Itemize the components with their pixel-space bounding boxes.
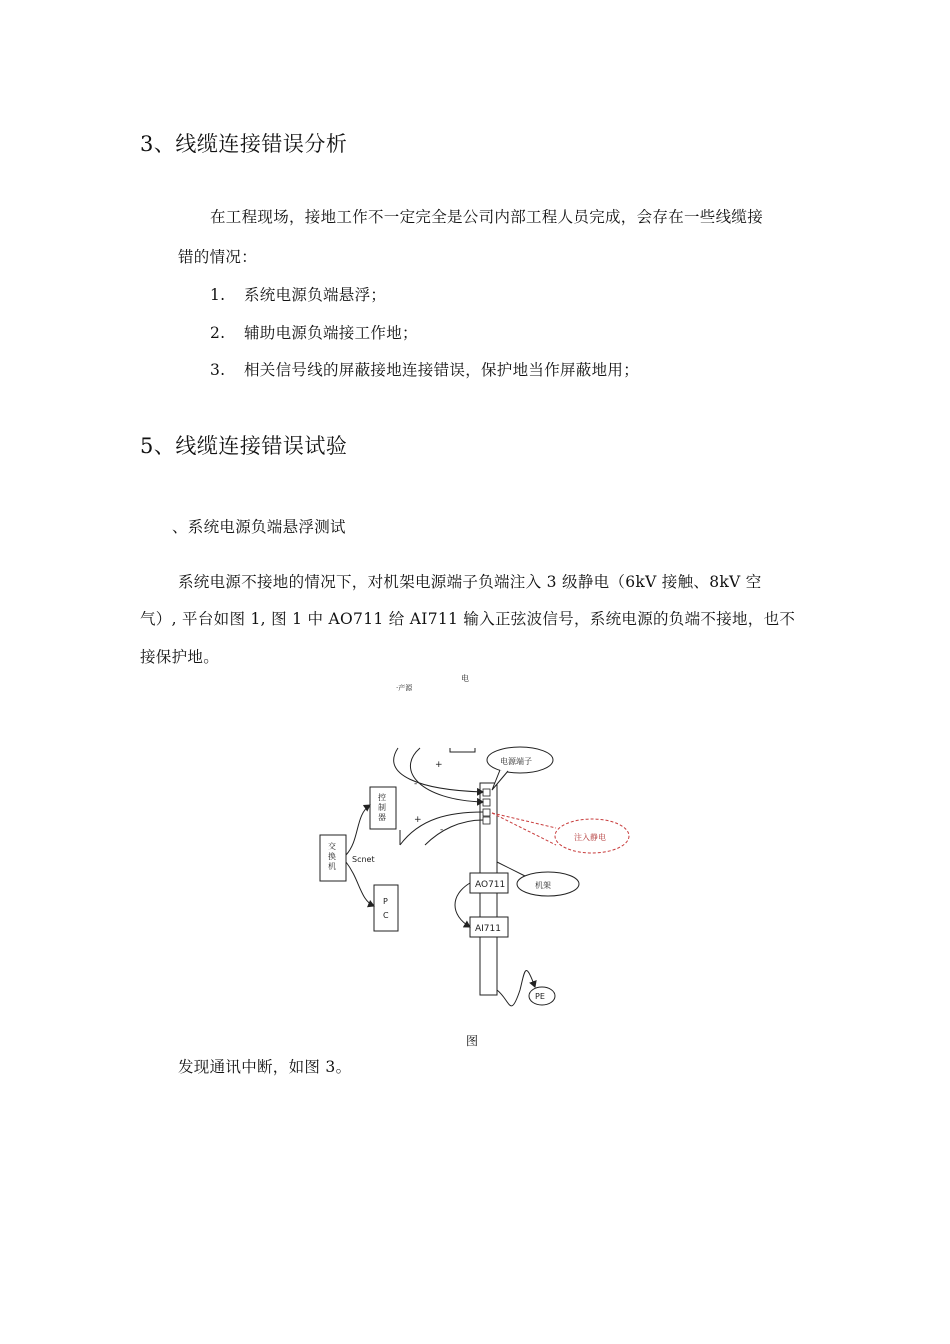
- terminal-square: [483, 817, 490, 824]
- figure-caption: 图: [466, 1034, 479, 1048]
- ai711-label: AI711: [475, 924, 501, 934]
- terminal-square: [483, 789, 490, 796]
- s5-paragraph-line3: 接保护地。: [140, 648, 220, 666]
- ao-ai-connection: [455, 883, 470, 927]
- controller-power-minus: [425, 820, 483, 845]
- pe-connection: [497, 971, 535, 1006]
- minus-sign: -: [440, 825, 444, 835]
- s5-subheading: 、系统电源负端悬浮测试: [172, 518, 346, 536]
- top-label-b: ·产源: [396, 684, 413, 692]
- pc-box: [374, 885, 398, 931]
- pe-label: PE: [535, 992, 545, 1001]
- list-item-text: 辅助电源负端接工作地；: [244, 324, 418, 342]
- s5-paragraph-line1: 系统电源不接地的情况下，对机架电源端子负端注入 3 级静电（6kV 接触、8kV 空: [178, 573, 762, 591]
- pc-label-c: C: [383, 911, 389, 920]
- power-supply-box: [450, 748, 475, 752]
- s5-paragraph-line2: 气）, 平台如图 1, 图 1 中 AO711 给 AI711 输入正弦波信号，系统电源的负端不接地，也不: [140, 610, 796, 628]
- inject-esd-label: 注入静电: [574, 833, 606, 842]
- s3-paragraph-line1: 在工程现场，接地工作不一定完全是公司内部工程人员完成，会存在一些线缆接: [210, 208, 764, 226]
- top-label-a: 电: [461, 674, 469, 683]
- after-figure-paragraph: 发现通讯中断，如图 3。: [178, 1058, 352, 1076]
- s3-paragraph-line2: 错的情况：: [178, 248, 258, 266]
- platform-diagram: [300, 665, 660, 1055]
- list-item-number: 3.: [210, 361, 226, 379]
- switch-label: 交换机: [328, 842, 336, 871]
- list-item-number: 1.: [210, 286, 226, 304]
- switch-pc-link: [346, 862, 374, 906]
- list-item-number: 2.: [210, 324, 226, 342]
- rack-label: 机架: [535, 881, 551, 890]
- list-item: [210, 283, 386, 305]
- controller-label: 控制器: [378, 793, 386, 822]
- scnet-label: Scnet: [352, 855, 375, 864]
- list-item-text: 系统电源负端悬浮；: [244, 286, 387, 304]
- ao711-label: AO711: [475, 880, 506, 890]
- section-5-title: 5、线缆连接错误试验: [140, 434, 348, 458]
- list-item: [210, 321, 418, 343]
- section-3-title: 3、线缆连接错误分析: [140, 132, 348, 156]
- pc-label-p: P: [383, 897, 388, 906]
- list-item-text: 相关信号线的屏蔽接地连接错误，保护地当作屏蔽地用；: [244, 361, 640, 379]
- terminal-square: [483, 809, 490, 816]
- power-terminal-label: 电源端子: [500, 757, 532, 766]
- power-cable-minus: [410, 748, 483, 802]
- plus-sign: +: [435, 760, 443, 770]
- list-item: [210, 358, 639, 380]
- callout-pointer: [492, 770, 508, 790]
- esd-pointer: [492, 813, 556, 845]
- minus-sign: -: [414, 779, 418, 789]
- switch-controller-link: [346, 805, 370, 855]
- plus-sign: +: [414, 815, 422, 825]
- power-cable-plus: [394, 748, 483, 792]
- terminal-square: [483, 799, 490, 806]
